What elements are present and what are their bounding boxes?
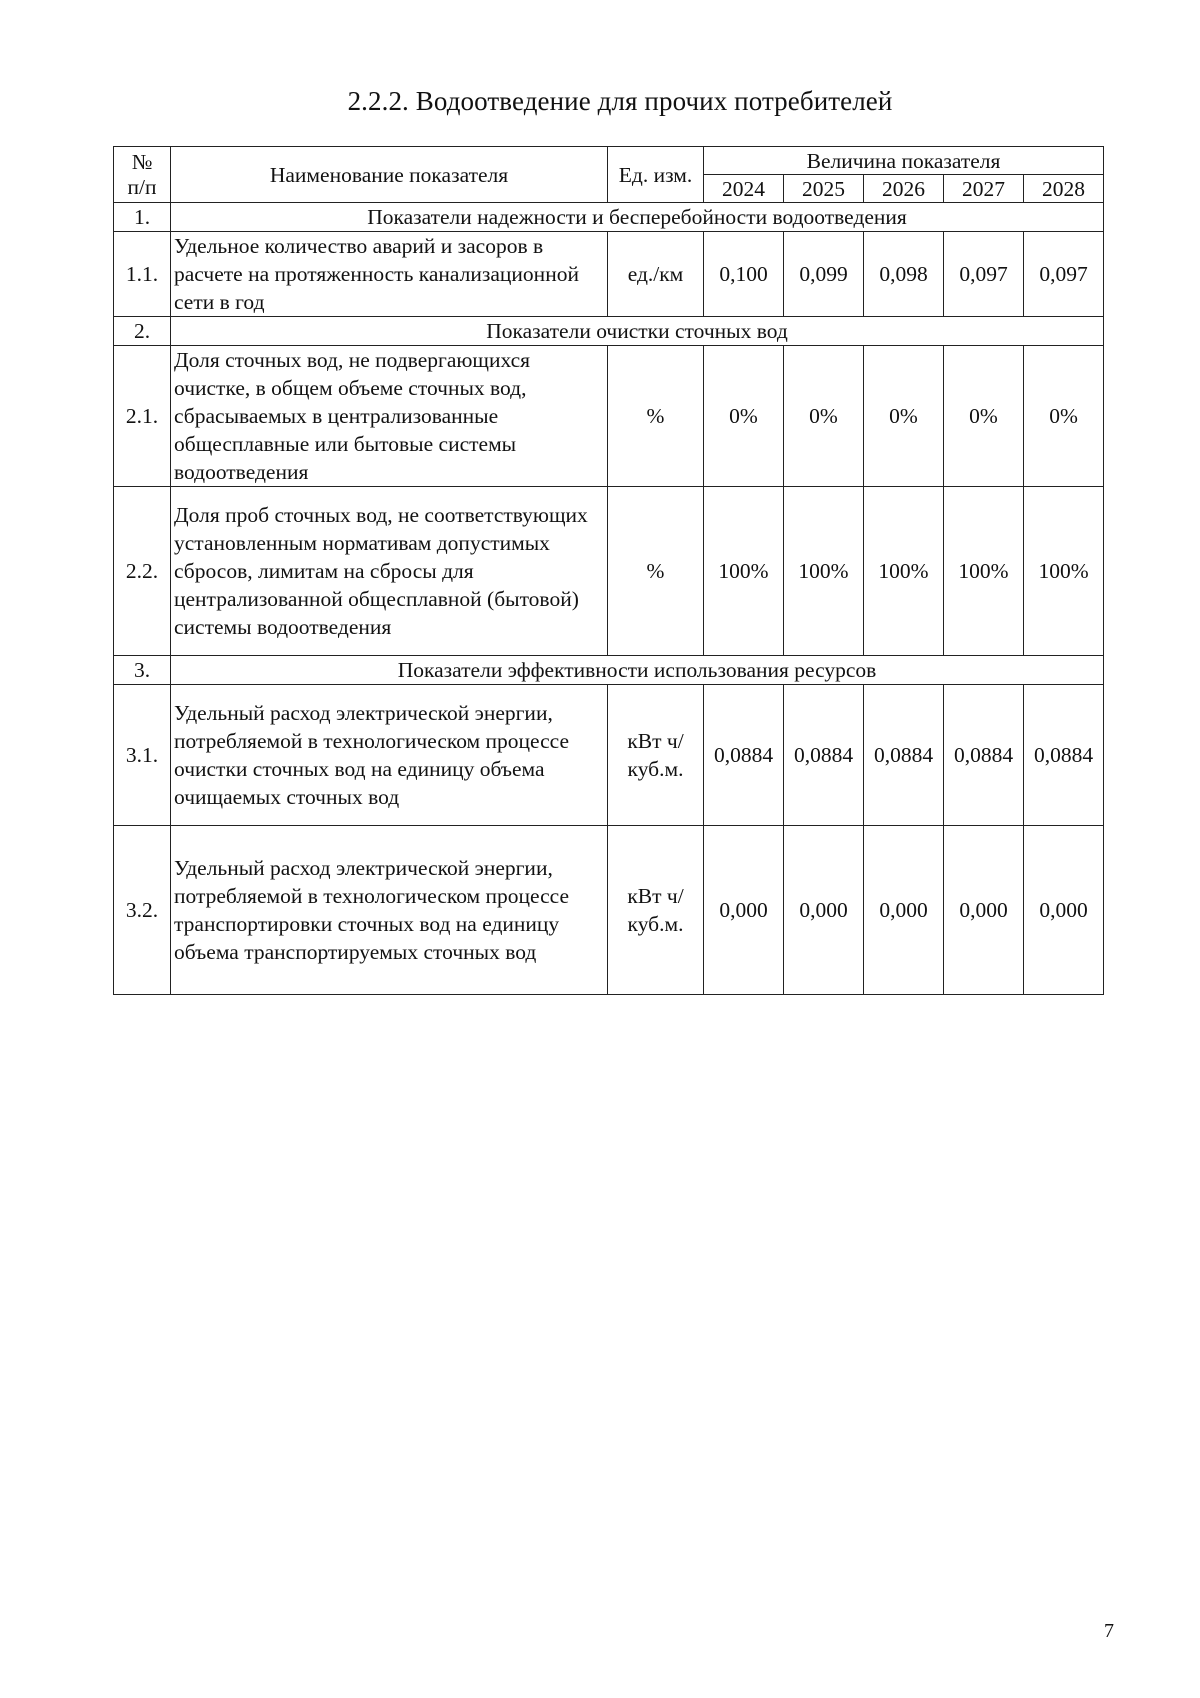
section-num: 2. [114, 317, 171, 346]
row-unit: % [608, 487, 704, 656]
indicators-table [113, 146, 1104, 995]
page-number: 7 [1104, 1620, 1114, 1642]
table-row [114, 346, 1104, 487]
row-value: 100% [704, 487, 784, 656]
row-value: 0,098 [864, 232, 944, 317]
row-value: 0% [1024, 346, 1104, 487]
header-year: 2024 [704, 175, 784, 203]
row-name: Удельное количество аварий и засоров в расчете на протяженность канализационной сети в год [171, 232, 608, 317]
row-value: 100% [864, 487, 944, 656]
row-value: 0,000 [864, 826, 944, 995]
row-value: 0% [864, 346, 944, 487]
row-value: 0,0884 [864, 685, 944, 826]
row-value: 0,097 [1024, 232, 1104, 317]
row-value: 0,099 [784, 232, 864, 317]
row-value: 100% [784, 487, 864, 656]
row-value: 100% [1024, 487, 1104, 656]
row-value: 0% [944, 346, 1024, 487]
row-num: 1.1. [114, 232, 171, 317]
row-num: 2.2. [114, 487, 171, 656]
row-name: Доля сточных вод, не подвергающихся очистке, в общем объеме сточных вод, сбрасываемых в централизованные общесплавные или бытовые системы водоотведения [171, 346, 608, 487]
table-row [114, 685, 1104, 826]
row-value: 0,0884 [944, 685, 1024, 826]
row-name: Удельный расход электрической энергии, потребляемой в технологическом процессе транспортировки сточных вод на единицу объема транспортируемых сточных вод [171, 826, 608, 995]
header-value-group: Величина показателя [704, 147, 1104, 175]
row-value: 0,100 [704, 232, 784, 317]
section-title: Показатели надежности и бесперебойности водоотведения [171, 203, 1104, 232]
row-value: 0% [784, 346, 864, 487]
row-value: 0,000 [704, 826, 784, 995]
section-row [114, 317, 1104, 346]
row-unit: ед./км [608, 232, 704, 317]
table-row [114, 487, 1104, 656]
row-num: 3.2. [114, 826, 171, 995]
row-unit: кВт ч/куб.м. [608, 685, 704, 826]
row-value: 0% [704, 346, 784, 487]
header-row [114, 147, 1104, 175]
section-title: Показатели очистки сточных вод [171, 317, 1104, 346]
header-num: № п/п [114, 147, 171, 203]
header-year: 2028 [1024, 175, 1104, 203]
header-unit: Ед. изм. [608, 147, 704, 203]
row-value: 0,000 [1024, 826, 1104, 995]
row-value: 0,0884 [1024, 685, 1104, 826]
row-unit: кВт ч/куб.м. [608, 826, 704, 995]
header-year: 2025 [784, 175, 864, 203]
table-row [114, 826, 1104, 995]
row-value: 0,0884 [784, 685, 864, 826]
row-num: 2.1. [114, 346, 171, 487]
row-value: 0,000 [784, 826, 864, 995]
section-num: 3. [114, 656, 171, 685]
row-value: 0,0884 [704, 685, 784, 826]
section-row [114, 203, 1104, 232]
header-year: 2027 [944, 175, 1024, 203]
row-name: Удельный расход электрической энергии, потребляемой в технологическом процессе очистки сточных вод на единицу объема очищаемых сточных вод [171, 685, 608, 826]
table-row [114, 232, 1104, 317]
row-unit: % [608, 346, 704, 487]
section-num: 1. [114, 203, 171, 232]
row-value: 0,097 [944, 232, 1024, 317]
row-value: 100% [944, 487, 1024, 656]
header-year: 2026 [864, 175, 944, 203]
row-value: 0,000 [944, 826, 1024, 995]
page-title: 2.2.2. Водоотведение для прочих потребителей [347, 86, 893, 116]
row-name: Доля проб сточных вод, не соответствующих установленным нормативам допустимых сбросов, лимитам на сбросы для централизованной общесплавной (бытовой) системы водоотведения [171, 487, 608, 656]
header-name: Наименование показателя [171, 147, 608, 203]
section-title: Показатели эффективности использования ресурсов [171, 656, 1104, 685]
section-row [114, 656, 1104, 685]
row-num: 3.1. [114, 685, 171, 826]
